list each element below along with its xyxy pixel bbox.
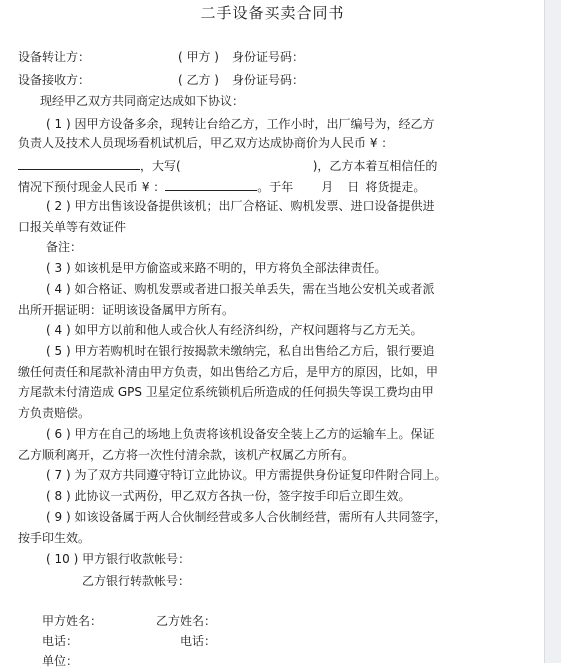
scrollbar[interactable]	[544, 0, 561, 663]
receiver-id-label: 身份证号码：	[232, 73, 305, 87]
prepay-blank[interactable]	[165, 178, 257, 191]
clause1-line-d	[18, 178, 425, 194]
clause1-line-b: 负责人及技术人员现场看机试机后，甲乙双方达成协商价为人民币 ¥ ：	[18, 136, 394, 150]
clause2-line-b: 口报关单等有效证件	[18, 220, 127, 234]
note-label: 备注：	[46, 240, 83, 254]
note4a-line-b: 出所开据证明：证明该设备属甲方所有。	[18, 303, 235, 317]
receiver-party: ( 乙方 )	[178, 73, 219, 87]
clause1-line-a: ( 1 ) 因甲方设备多余，现转让台给乙方，工作小时，出厂编号为，经乙方	[46, 117, 435, 131]
note5-line-a: ( 5 ) 甲方若购机时在银行按揭款未缴纳完，私自出售给乙方后，银行要追	[46, 344, 435, 358]
clause1-d2: 。于年	[257, 180, 294, 194]
document-title: 二手设备买卖合同书	[200, 4, 345, 22]
party-a-name-label: 甲方姓名：	[42, 614, 103, 628]
note3: ( 3 ) 如该机是甲方偷盗或来路不明的，甲方将负全部法律责任。	[46, 261, 387, 275]
transferor-label: 设备转让方：	[18, 50, 91, 64]
clause1-c2: )，乙方本着互相信任的	[312, 159, 438, 173]
clause1-c1: ，大写(	[140, 159, 181, 173]
note7: ( 7 ) 为了双方共同遵守特订立此协议。甲方需提供身份证复印件附合同上。	[46, 468, 447, 482]
receiver-row	[18, 73, 304, 87]
note9-line-b: 按手印生效。	[18, 531, 91, 545]
clause1-line-c	[18, 157, 437, 173]
party-a-phone-label: 电话：	[42, 634, 79, 648]
bank-account-a: ( 10 ) 甲方银行收款帐号：	[46, 552, 191, 566]
note9-line-a: ( 9 ) 如该设备属于两人合伙制经营或多人合伙制经营，需所有人共同签字，	[46, 510, 447, 524]
clause1-d5: 将货提走。	[365, 180, 426, 194]
note6-line-b: 乙方顺利离开，乙方将一次性付清余款，该机产权属乙方所有。	[18, 448, 355, 462]
transferor-row	[18, 50, 304, 64]
note5-line-b: 缴任何责任和尾款补清由甲方负责，如出售给乙方后，是甲方的原因，比如，甲	[18, 365, 439, 379]
intro-text: 现经甲乙双方共同商定达成如下协议：	[40, 94, 245, 108]
clause1-d1: 情况下预付现金人民币 ¥ ：	[18, 180, 166, 194]
note4a-line-a: ( 4 ) 如合格证、购机发票或者进口报关单丢失，需在当地公安机关或者派	[46, 282, 435, 296]
price-blank[interactable]	[18, 157, 140, 170]
party-b-name-label: 乙方姓名：	[156, 614, 217, 628]
clause1-d3: 月	[321, 180, 334, 194]
unit-label: 单位：	[42, 654, 79, 668]
clause1-d4: 日	[347, 180, 360, 194]
note8: ( 8 ) 此协议一式两份，甲乙双方各执一份，签字按手印后立即生效。	[46, 489, 411, 503]
note4b: ( 4 ) 如甲方以前和他人或合伙人有经济纠纷，产权问题将与乙方无关。	[46, 323, 423, 337]
clause2-line-a: ( 2 ) 甲方出售该设备提供该机；出厂合格证、购机发票、进口设备提供进	[46, 199, 435, 213]
party-b-phone-label: 电话：	[180, 634, 217, 648]
bank-account-b: 乙方银行转款帐号：	[82, 574, 191, 588]
transferor-id-label: 身份证号码：	[232, 50, 305, 64]
receiver-label: 设备接收方：	[18, 73, 91, 87]
note6-line-a: ( 6 ) 甲方在自己的场地上负责将该机设备安全装上乙方的运输车上。保证	[46, 427, 435, 441]
transferor-party: ( 甲方 )	[178, 50, 219, 64]
note5-line-d: 方负责赔偿。	[18, 406, 91, 420]
note5-line-c: 方尾款未付清造成 GPS 卫星定位系统锁机后所造成的任何损失等误工费均由甲	[18, 385, 434, 399]
